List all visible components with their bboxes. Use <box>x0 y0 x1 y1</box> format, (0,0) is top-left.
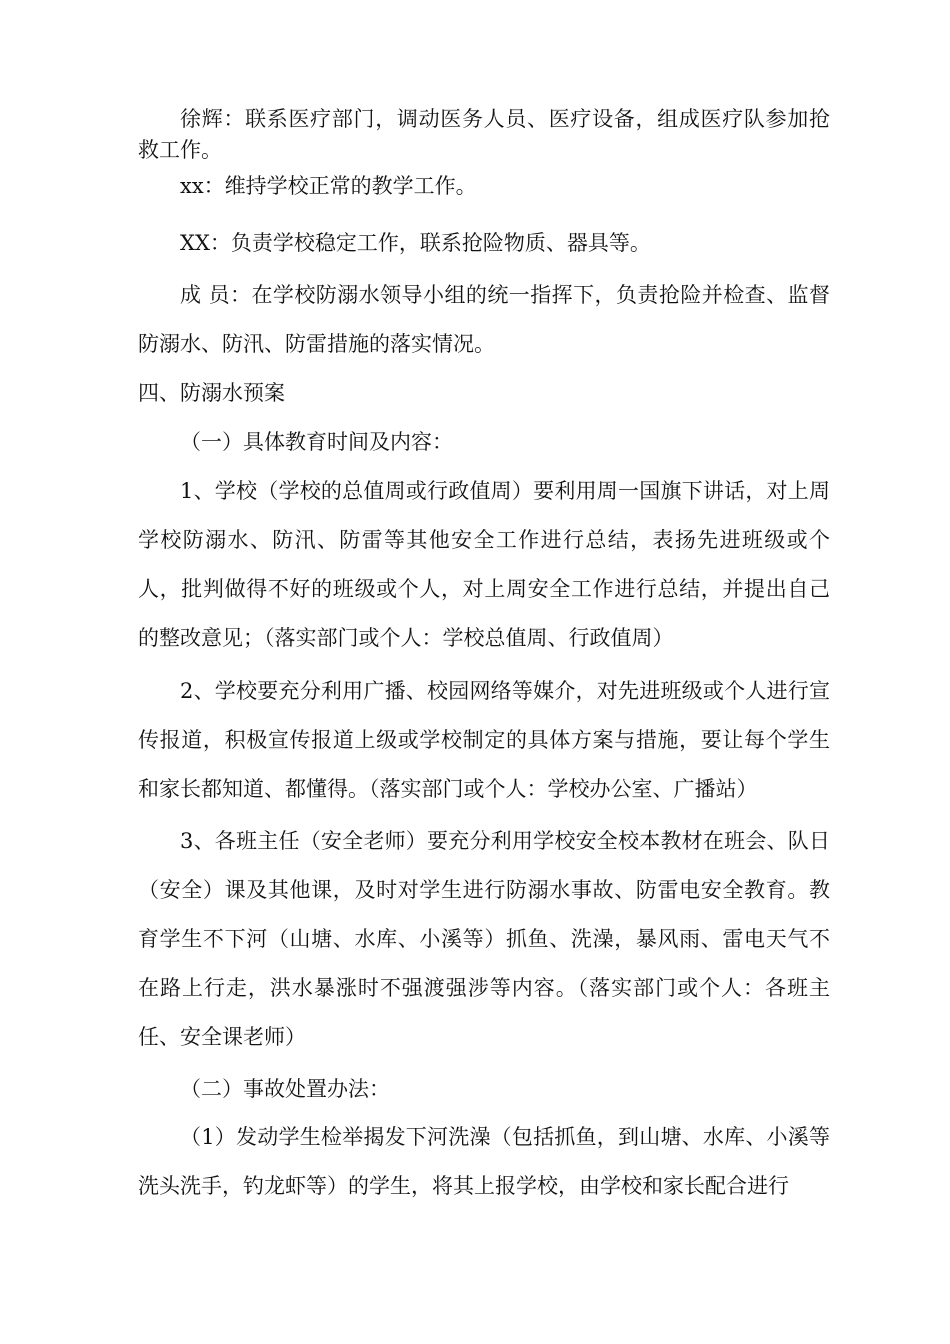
paragraph-item-1: 1、学校（学校的总值周或行政值周）要利用周一国旗下讲话，对上周学校防溺水、防汛、防雷等其他安全工作进行总结，表扬先进班级或个人，批判做得不好的班级或个人，对上周安全工作进行总结，并提出自己的整改意见；（落实部门或个人：学校总值周、行政值周） <box>138 479 830 650</box>
paragraph-stability-duty: XX：负责学校稳定工作，联系抢险物质、器具等。 <box>180 231 651 255</box>
paragraph-item-3: 3、各班主任（安全老师）要充分利用学校安全校本教材在班会、队日（安全）课及其他课，及时对学生进行防溺水事故、防雷电安全教育。教育学生不下河（山塘、水库、小溪等）抓鱼、洗澡，暴风雨、雷电天气不在路上行走，洪水暴涨时不强渡强涉等内容。（落实部门或个人：各班主任、安全课老师） <box>138 829 830 1049</box>
paragraph-item-2: 2、学校要充分利用广播、校园网络等媒介，对先进班级或个人进行宣传报道，积极宣传报道上级或学校制定的具体方案与措施，要让每个学生和家长都知道、都懂得。（落实部门或个人：学校办公室、广播站） <box>138 679 830 801</box>
subsection-heading-2: （二）事故处置办法： <box>180 1077 390 1101</box>
section-heading-4: 四、防溺水预案 <box>138 381 285 405</box>
paragraph-teaching-duty: xx：维持学校正常的教学工作。 <box>180 174 477 198</box>
paragraph-members: 成 员：在学校防溺水领导小组的统一指挥下，负责抢险并检查、监督防溺水、防汛、防雷措施的落实情况。 <box>138 283 830 356</box>
paragraph-item-handling-1: （1）发动学生检举揭发下河洗澡（包括抓鱼，到山塘、水库、小溪等洗头洗手，钓龙虾等）的学生，将其上报学校，由学校和家长配合进行 <box>138 1125 830 1198</box>
paragraph-medical-team: 徐辉：联系医疗部门，调动医务人员、医疗设备，组成医疗队参加抢救工作。 <box>138 107 830 162</box>
subsection-heading-1: （一）具体教育时间及内容： <box>180 430 453 454</box>
